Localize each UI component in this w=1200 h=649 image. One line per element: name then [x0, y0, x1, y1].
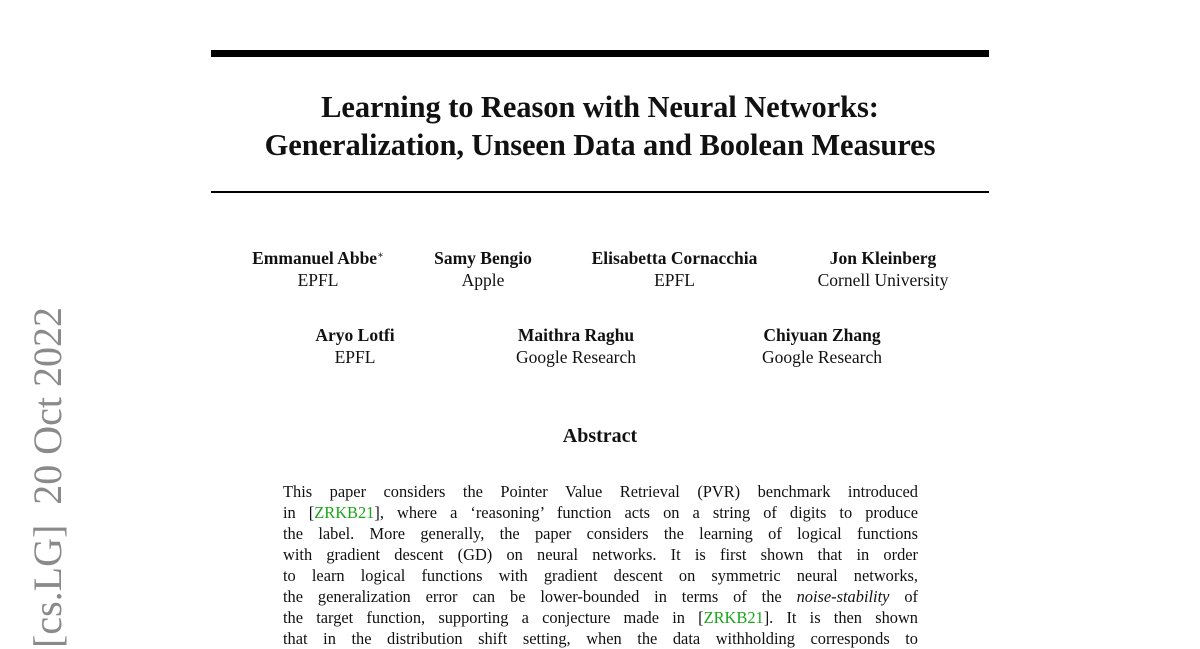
author-affiliation: Google Research — [761, 347, 883, 367]
author-block — [742, 324, 902, 368]
citation-link[interactable]: ZRKB21 — [314, 503, 375, 522]
citation-link[interactable]: ZRKB21 — [703, 608, 764, 627]
author-affiliation: EPFL — [334, 347, 376, 367]
arxiv-stamp — [25, 306, 70, 648]
title-line-1: Learning to Reason with Neural Networks: — [321, 90, 879, 124]
author-block — [496, 324, 656, 368]
author-block — [576, 247, 773, 291]
author-block — [295, 324, 415, 368]
author-name: Jon Kleinberg — [829, 248, 937, 268]
author-name: Samy Bengio — [434, 248, 532, 268]
arxiv-category: [cs.LG] — [25, 524, 70, 648]
author-affiliation: Google Research — [515, 347, 637, 367]
abstract-line: the generalization error can be lower-bounded in terms of the noise-stability of — [283, 587, 918, 606]
abstract-heading: Abstract — [562, 425, 638, 447]
author-block — [421, 247, 545, 291]
author-name: Chiyuan Zhang — [763, 325, 881, 345]
abstract-line: with gradient descent (GD) on neural networks. It is first shown that in order — [283, 545, 918, 564]
author-name: Elisabetta Cornacchia — [591, 248, 758, 268]
abstract-line: that in the distribution shift setting, when the data withholding corresponds to — [283, 629, 918, 648]
arxiv-date: 20 Oct 2022 — [25, 306, 70, 505]
title-bottom-rule — [211, 191, 989, 193]
author-block — [239, 247, 397, 291]
abstract-line: This paper considers the Pointer Value Retrieval (PVR) benchmark introduced — [283, 482, 918, 501]
emphasis: noise-stability — [796, 587, 890, 606]
author-name: Emmanuel Abbe∗ — [252, 248, 384, 268]
paper-title — [211, 88, 989, 164]
abstract-line: in [ZRKB21], where a ‘reasoning’ function acts on a string of digits to produce — [283, 503, 918, 522]
author-affiliation: EPFL — [297, 270, 339, 290]
top-rule — [211, 50, 989, 57]
abstract-line: the label. More generally, the paper considers the learning of logical functions — [283, 524, 918, 543]
author-affiliation: Apple — [461, 270, 505, 290]
author-affiliation: EPFL — [654, 270, 695, 290]
abstract-line: the target function, supporting a conjecture made in [ZRKB21]. It is then shown — [283, 608, 918, 627]
author-name: Maithra Raghu — [517, 325, 635, 345]
abstract-body — [283, 481, 918, 649]
author-footnote-marker: ∗ — [377, 250, 384, 261]
title-line-2: Generalization, Unseen Data and Boolean Measures — [264, 128, 936, 162]
author-block — [802, 247, 964, 291]
author-affiliation: Cornell University — [817, 270, 949, 290]
abstract-line: to learn logical functions with gradient descent on symmetric neural networks, — [283, 566, 918, 585]
author-name: Aryo Lotfi — [315, 325, 395, 345]
